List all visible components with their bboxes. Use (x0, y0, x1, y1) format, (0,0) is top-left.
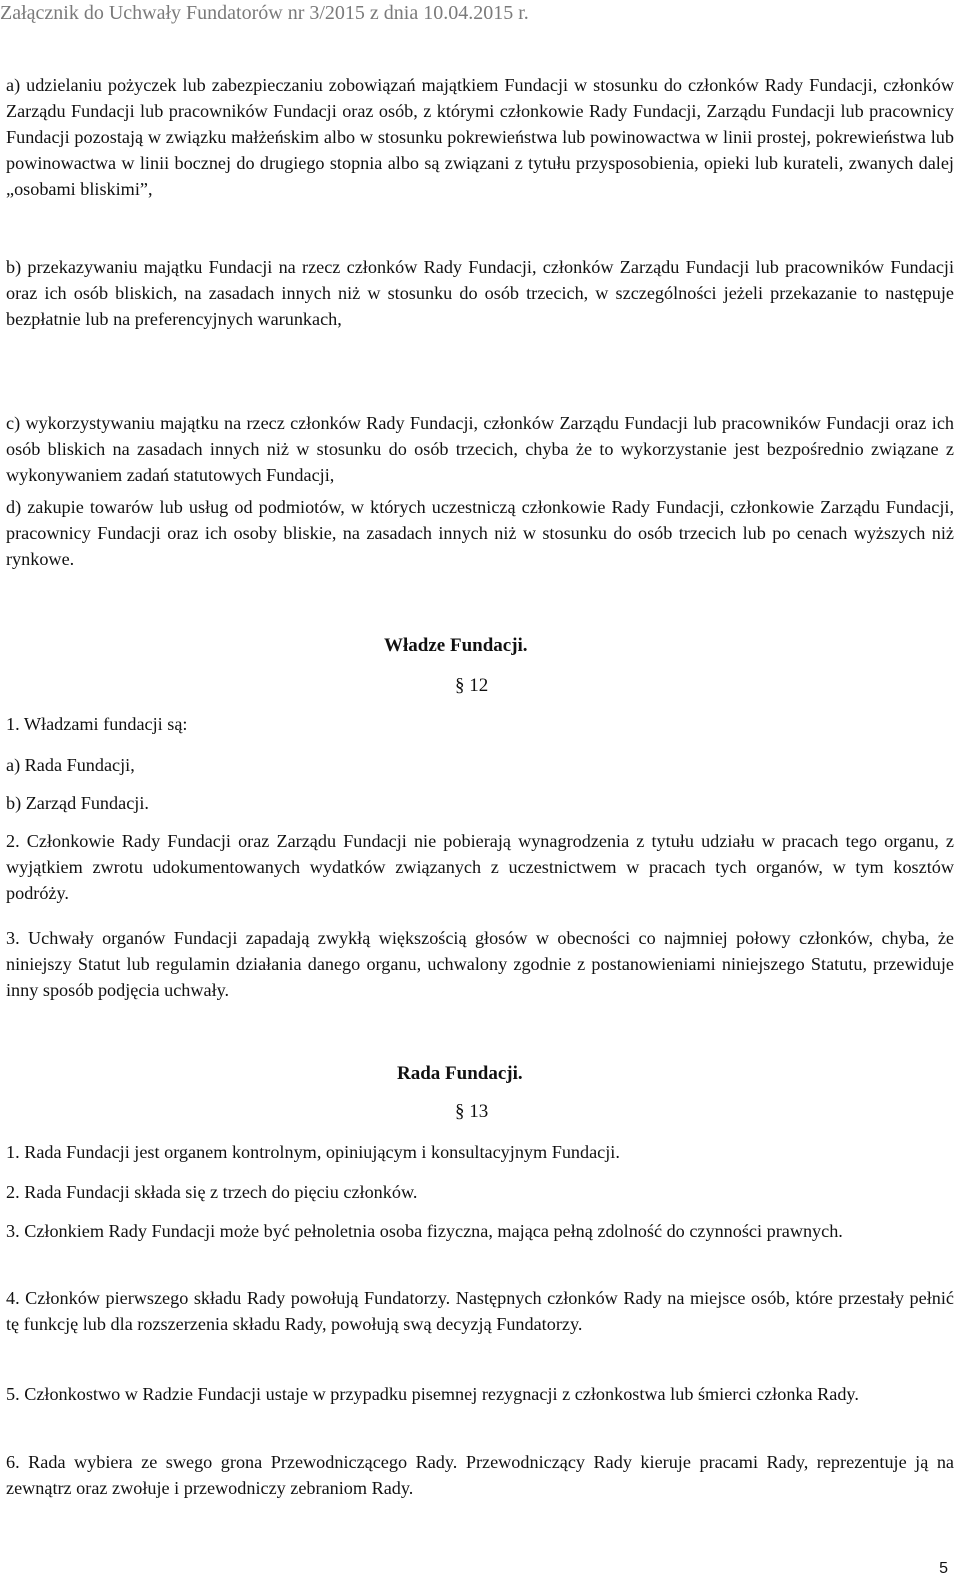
document-header: Załącznik do Uchwały Fundatorów nr 3/2015 z dnia 10.04.2015 r. (0, 2, 529, 24)
section-13-item-1: 1. Rada Fundacji jest organem kontrolnym, opiniującym i konsultacyjnym Fundacji. (6, 1142, 620, 1162)
section-13-item-6: 6. Rada wybiera ze swego grona Przewodniczącego Rady. Przewodniczący Rady kieruje pracami Rady, reprezentuje ją na zewnątrz oraz zwołuje i przewodniczy zebraniom Rady. (6, 1452, 954, 1498)
section-12-item-1b: b) Zarząd Fundacji. (6, 793, 149, 813)
section-12-item-1: 1. Władzami fundacji są: (6, 714, 188, 734)
paragraph-d: d) zakupie towarów lub usług od podmiotów, w których uczestniczą członkowie Rady Fundacji, członkowie Zarządu Fundacji, pracownicy Fundacji oraz ich osoby bliskie, na zasadach innych niż w stosunku do osób trzecich lub po cenach wyższych niż rynkowe. (6, 497, 954, 569)
section-13-item-4: 4. Członków pierwszego składu Rady powołują Fundatorzy. Następnych członków Rady na miejsce osób, które przestały pełnić tę funkcję lub dla rozszerzenia składu Rady, powołują swą decyzją Fundatorzy. (6, 1288, 954, 1334)
paragraph-c: c) wykorzystywaniu majątku na rzecz członków Rady Fundacji, członków Zarządu Fundacji lub pracowników Fundacji oraz ich osób bliskich na zasadach innych niż w stosunku do osób trzecich, chyba że to wykorzystanie jest bezpośrednio związane z wykonywaniem zadań statutowych Fundacji, (6, 413, 954, 485)
section-12-heading: Władze Fundacji. (384, 635, 528, 656)
paragraph-a: a) udzielaniu pożyczek lub zabezpieczaniu zobowiązań majątkiem Fundacji w stosunku do członków Rady Fundacji, członków Zarządu Fundacji lub pracowników Fundacji oraz osób, z którymi członkowie Rady Fundacji, Zarządu Fundacji lub pracownicy Fundacji pozostają w związku małżeńskim albo w stosunku pokrewieństwa lub powinowactwa w linii prostej, pokrewieństwa lub powinowactwa w linii bocznej do drugiego stopnia albo są związani z tytułu przysposobienia, opieki lub kurateli, zwanych dalej „osobami bliskimi”, (6, 75, 954, 199)
section-12-item-3: 3. Uchwały organów Fundacji zapadają zwykłą większością głosów w obecności co najmniej połowy członków, chyba, że niniejszy Statut lub regulamin działania danego organu, uchwalony zgodnie z postanowieniami niniejszego Statutu, przewiduje inny sposób podjęcia uchwały. (6, 928, 954, 1000)
section-13-item-2: 2. Rada Fundacji składa się z trzech do pięciu członków. (6, 1182, 418, 1202)
section-12-item-2: 2. Członkowie Rady Fundacji oraz Zarządu Fundacji nie pobierają wynagrodzenia z tytułu udziału w pracach tego organu, z wyjątkiem zwrotu udokumentowanych wydatków związanych z uczestnictwem w pracach tych organów, w tym kosztów podróży. (6, 831, 954, 903)
paragraph-b: b) przekazywaniu majątku Fundacji na rzecz członków Rady Fundacji, członków Zarządu Fundacji lub pracowników Fundacji oraz ich osób bliskich, na zasadach innych niż w stosunku do osób trzecich, w szczególności jeżeli przekazanie to następuje bezpłatnie lub na preferencyjnych warunkach, (6, 257, 954, 329)
page-number: 5 (939, 1560, 948, 1577)
section-13-item-5: 5. Członkostwo w Radzie Fundacji ustaje w przypadku pisemnej rezygnacji z członkostwa lub śmierci członka Rady. (6, 1384, 859, 1404)
section-13-item-3: 3. Członkiem Rady Fundacji może być pełnoletnia osoba fizyczna, mająca pełną zdolność do czynności prawnych. (6, 1221, 843, 1241)
section-13-number: § 13 (455, 1101, 489, 1122)
section-12-number: § 12 (455, 675, 489, 696)
section-13-heading: Rada Fundacji. (397, 1063, 523, 1084)
section-12-item-1a: a) Rada Fundacji, (6, 755, 135, 775)
